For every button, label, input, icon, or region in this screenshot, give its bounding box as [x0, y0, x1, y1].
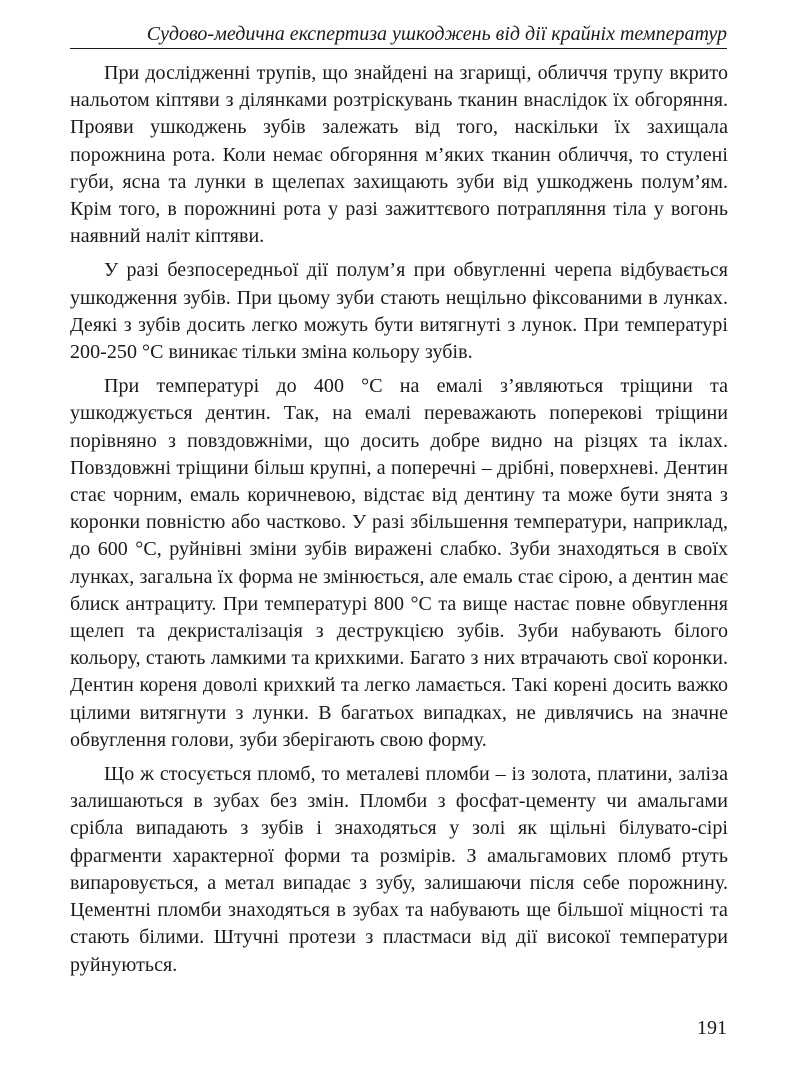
paragraph-1: При дослідженні трупів, що знайдені на згарищі, обличчя трупу вкрито нальотом кіптяви з ділянками розтріскувань тканин внаслідок їх обгоряння. Прояви ушкоджень зубів залежать від того, наскільки їх захищала порожнина рота. Коли немає обгоряння м’яких тканин обличчя, то стулені губи, ясна та лунки в щелепах захищають зуби від ушкоджень полум’ям. Крім того, в порожнині рота у разі зажиттєвого потрапляння тіла у вогонь наявний наліт кіптяви. — [70, 62, 728, 248]
paragraph-2: У разі безпосередньої дії полум’я при обвугленні черепа відбувається ушкодження зубів. При цьому зуби стають нещільно фіксованими в лунках. Деякі з зубів досить легко можуть бути витягнуті з лунок. При температурі 200-250 °С виникає тільки зміна кольору зубів. — [70, 259, 728, 364]
paragraph-3: При температурі до 400 °С на емалі з’являються тріщини та ушкоджується дентин. Так, на емалі переважають поперекові тріщини порівняно з повздовжніми, що досить добре видно на різцях та іклах. Повздовжні тріщини більш крупні, а поперечні – дрібні, поверхневі. Дентин стає чорним, емаль коричневою, відстає від дентину та може бути знята з коронки повністю або частково. У разі збільшення температури, наприклад, до 600 °С, руйнівні зміни зубів виражені слабко. Зуби знаходяться в своїх лунках, загальна їх форма не змінюється, але емаль стає сірою, а дентин має блиск антрациту. При температурі 800 °С та вище настає повне обвуглення щелеп та декристалізація з деструкцією зубів. Зуби набувають білого кольору, стають ламкими та крихкими. Багато з них втрачають свої коронки. Дентин кореня доволі крихкий та легко ламається. Такі корені досить важко цілими витягнути з лунки. В багатьох випадках, не дивлячись на значне обвуглення голови, зуби зберігають свою форму. — [70, 375, 728, 751]
paragraph-4: Що ж стосується пломб, то металеві пломби – із золота, платини, заліза залишаються в зубах без змін. Пломби з фосфат-цементу чи амальгами срібла випадають з зубів і знаходяться у золі як щільні білувато-сірі фрагменти характерної форми та розмірів. З амальгамових пломб ртуть випаровується, а метал випадає з зубу, залишаючи після себе порожнину. Цементні пломби знаходяться в зубах та набувають ще більшої міцності та стають білими. Штучні протези з пластмаси від дії високої температури руйнуються. — [70, 763, 728, 976]
page-number: 191 — [697, 1017, 727, 1039]
main-text — [70, 60, 728, 986]
header-rule — [70, 48, 727, 49]
running-header-title: Судово-медична експертиза ушкоджень від дії крайніх температур — [146, 23, 727, 45]
